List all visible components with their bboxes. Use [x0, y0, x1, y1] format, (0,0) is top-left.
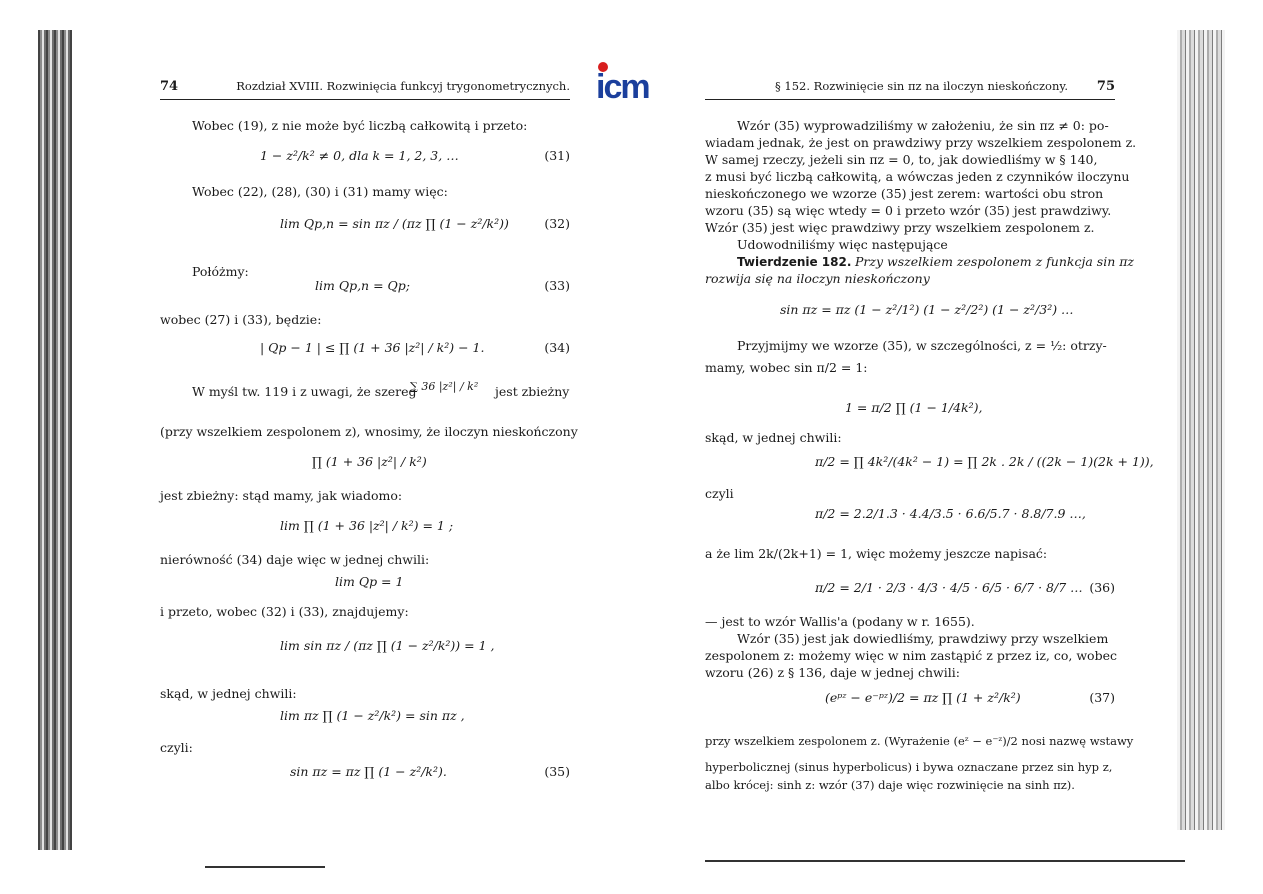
text-line: wzoru (26) z § 136, daje w jednej chwili:: [705, 665, 960, 680]
eq-number-36: (36): [1089, 580, 1115, 595]
left-page-number: 74: [160, 79, 179, 94]
text-line: a że lim 2k/(2k+1) = 1, więc możemy jeszcze napisać:: [705, 546, 1048, 561]
left-running-head: [160, 78, 570, 100]
text-line: Udowodniliśmy więc następujące: [737, 237, 948, 252]
limit-equation-1: lim ∏ (1 + 36 |z²| / k²) = 1 ;: [280, 518, 454, 533]
text-line: hyperbolicznej (sinus hyperbolicus) i bywa oznaczane przez sin hyp z,: [705, 760, 1113, 774]
text-line: albo krócej: sinh z: wzór (37) daje więc rozwinięcie na sinh πz).: [705, 778, 1075, 792]
equation-37: (eᵖᶻ − e⁻ᵖᶻ)/2 = πz ∏ (1 + z²/k²): [825, 690, 1021, 705]
text-line: skąd, w jednej chwili:: [160, 686, 297, 701]
right-page: [705, 78, 1154, 798]
equation-32: lim Qp,n = sin πz / (πz ∏ (1 − z²/k²)): [280, 216, 509, 231]
scan-edge-right: [1177, 30, 1225, 830]
text-line: nierówność (34) daje więc w jednej chwili:: [160, 552, 430, 567]
equation-pi-half-2: π/2 = 2.2/1.3 · 4.4/3.5 · 6.6/5.7 · 8.8/7.9 …,: [815, 506, 1086, 521]
equation-33: lim Qp,n = Qp;: [315, 278, 410, 293]
text-line: z musi być liczbą całkowitą, a wówczas jeden z czynników iloczynu: [705, 169, 1130, 184]
text-line: skąd, w jednej chwili:: [705, 430, 842, 445]
theorem-text: Przy wszelkiem zespolonem z funkcja sin πz: [855, 254, 1135, 269]
eq-number-32: (32): [544, 216, 570, 231]
text-line: wiadam jednak, że jest on prawdziwy przy wszelkiem zespolonem z.: [705, 135, 1137, 150]
equation-31: 1 − z²/k² ≠ 0, dla k = 1, 2, 3, …: [260, 148, 459, 163]
limit-equation-3: lim πz ∏ (1 − z²/k²) = sin πz ,: [280, 708, 465, 723]
left-running-title: Rozdział XVIII. Rozwinięcia funkcyj trygonometrycznych.: [236, 79, 570, 93]
text-line: Przyjmijmy we wzorze (35), w szczególności, z = ½: otrzy-: [737, 338, 1107, 353]
eq-number-31: (31): [544, 148, 570, 163]
text-line: Wzór (35) wyprowadziliśmy w założeniu, że sin πz ≠ 0: po-: [737, 118, 1109, 133]
sine-product: sin πz = πz (1 − z²/1²) (1 − z²/2²) (1 − z²/3²) …: [780, 302, 1074, 317]
equation-34: | Qp − 1 | ≤ ∏ (1 + 36 |z²| / k²) − 1.: [260, 340, 485, 355]
text-line: mamy, wobec sin π/2 = 1:: [705, 360, 868, 375]
text-line: i przeto, wobec (32) i (33), znajdujemy:: [160, 604, 409, 619]
infinite-product: ∏ (1 + 36 |z²| / k²): [312, 454, 427, 469]
limit-equation-2: lim sin πz / (πz ∏ (1 − z²/k²)) = 1 ,: [280, 638, 495, 653]
text-line: nieskończonego we wzorze (35) jest zerem: wartości obu stron: [705, 186, 1104, 201]
right-running-head: [705, 78, 1115, 100]
text-line: Wzór (35) jest więc prawdziwy przy wszelkiem zespolonem z.: [705, 220, 1095, 235]
eq-number-35: (35): [544, 764, 570, 779]
left-page: [160, 78, 578, 798]
text-line: czyli: [705, 486, 734, 501]
logo-text: icm: [596, 68, 649, 106]
equation-35: sin πz = πz ∏ (1 − z²/k²).: [290, 764, 447, 779]
right-running-title: § 152. Rozwinięcie sin πz na iloczyn nieskończony.: [775, 79, 1069, 93]
eq-number-33: (33): [544, 278, 570, 293]
text-line: W samej rzeczy, jeżeli sin πz = 0, to, jak dowiedliśmy w § 140,: [705, 152, 1098, 167]
limit-q: lim Qp = 1: [335, 574, 404, 589]
text-line: Wzór (35) jest jak dowiedliśmy, prawdziwy przy wszelkiem: [737, 631, 1109, 646]
footer-rule-left: [205, 866, 325, 868]
right-page-number: 75: [1096, 79, 1115, 94]
scan-edge-left: [38, 30, 72, 850]
theorem-text: rozwija się na iloczyn nieskończony: [705, 271, 930, 286]
text-line: Wobec (22), (28), (30) i (31) mamy więc:: [192, 184, 448, 199]
text-line: Połóżmy:: [192, 264, 249, 279]
text-line: jest zbieżny: stąd mamy, jak wiadomo:: [160, 488, 403, 503]
text-line: W myśl tw. 119 i z uwagi, że szereg: [192, 384, 417, 399]
text-line: (przy wszelkiem zespolonem z), wnosimy, że iloczyn nieskończony: [160, 424, 578, 439]
text-line: wzoru (35) są więc wtedy = 0 i przeto wzór (35) jest prawdziwy.: [705, 203, 1112, 218]
text-line: — jest to wzór Wallis'a (podany w r. 1655).: [705, 614, 975, 629]
icm-logo: [596, 60, 666, 106]
equation-one: 1 = π/2 ∏ (1 − 1/4k²),: [845, 400, 983, 415]
text-line: jest zbieżny: [495, 384, 570, 399]
text-line: czyli:: [160, 740, 193, 755]
equation-pi-half-1: π/2 = ∏ 4k²/(4k² − 1) = ∏ 2k . 2k / ((2k − 1)(2k + 1)),: [815, 454, 1154, 469]
theorem-label: Twierdzenie 182.: [737, 255, 852, 269]
text-line: zespolonem z: możemy więc w nim zastąpić z przez iz, co, wobec: [705, 648, 1117, 663]
text-line: przy wszelkiem zespolonem z. (Wyrażenie (eᶻ − e⁻ᶻ)/2 nosi nazwę wstawy: [705, 734, 1134, 748]
series-sum: ∑ 36 |z²| / k²: [410, 380, 479, 393]
text-line: Wobec (19), z nie może być liczbą całkowitą i przeto:: [192, 118, 528, 133]
eq-number-34: (34): [544, 340, 570, 355]
text-line: wobec (27) i (33), będzie:: [160, 312, 322, 327]
eq-number-37: (37): [1089, 690, 1115, 705]
footer-rule-right: [705, 860, 1185, 862]
equation-36: π/2 = 2/1 · 2/3 · 4/3 · 4/5 · 6/5 · 6/7 · 8/7 …: [815, 580, 1083, 595]
